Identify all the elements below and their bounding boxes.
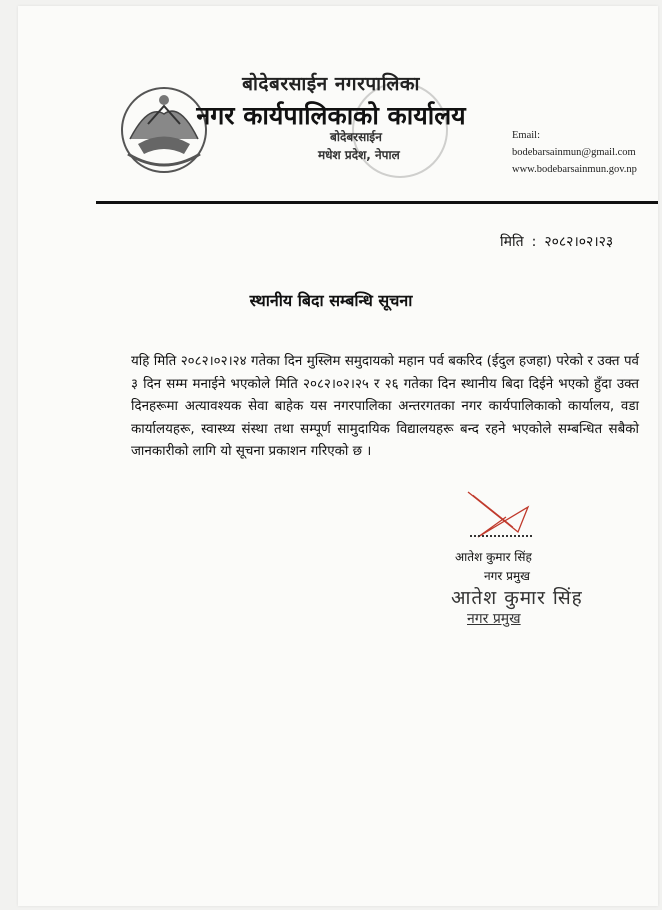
email-text: Email: bodebarsainmun@gmail.com — [512, 130, 636, 158]
notice-title: स्थानीय बिदा सम्बन्धि सूचना — [249, 291, 413, 310]
date-line — [496, 232, 617, 251]
municipality-name: बोदेबरसाईन नगरपालिका — [242, 73, 420, 95]
signature-mark — [458, 487, 538, 547]
header-divider — [96, 201, 658, 204]
stamp-name: आतेश कुमार सिंह — [451, 587, 583, 609]
date-label: मिति — [500, 234, 524, 250]
contact-info — [512, 127, 662, 178]
office-name: नगर कार्यपालिकाको कार्यालय — [196, 101, 466, 130]
address-line-2: मधेश प्रदेश, नेपाल — [318, 148, 400, 162]
stamp-designation: नगर प्रमुख — [467, 611, 521, 627]
signatory-designation: नगर प्रमुख — [484, 569, 530, 583]
notice-body: यहि मिति २०८२।०२।२४ गतेका दिन मुस्लिम समुदायको महान पर्व बकरिद (ईदुल हजहा) परेको र उक्त पर्व ३ दिन सम्म मनाईने भएकोले मिति २०८२।०२।२५ र २६ गतेका दिन स्थानीय बिदा दिईने भएको हुँदा उक्त दिनहरूमा अत्यावश्यक सेवा बाहेक यस नगरपालिका अन्तरगतका नगर कार्यपालिकाको कार्यालय, वडा कार्यालयहरू, स्वास्थ्य संस्था तथा सम्पूर्ण सामुदायिक विद्यालयहरू बन्द रहने भएकोले सम्बन्धित सबैको जानकारीको लागि यो सूचना प्रकाशन गरिएको छ । — [131, 354, 639, 460]
date-value: २०८२।०२।२३ — [544, 234, 614, 250]
website-text: www.bodebarsainmun.gov.np — [512, 164, 637, 175]
address-line-1: बोदेबरसाईन — [330, 130, 382, 144]
date-separator: : — [531, 234, 537, 250]
signature-dotted-line — [470, 535, 532, 537]
signatory-name: आतेश कुमार सिंह — [455, 550, 532, 564]
